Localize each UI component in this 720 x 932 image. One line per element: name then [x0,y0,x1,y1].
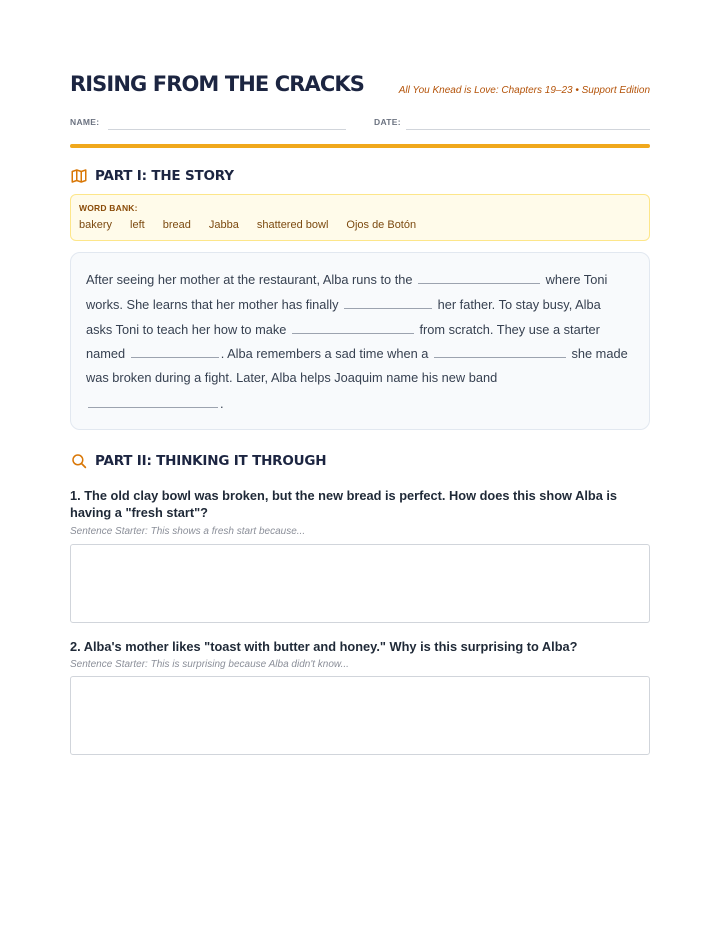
word-bank-item: bread [162,219,191,231]
header-divider [70,144,650,148]
answer-box-1[interactable] [70,544,650,623]
word-bank-label: WORD BANK: [79,203,138,213]
story-line [86,271,607,287]
story-text: asks Toni to teach her how to make [86,321,290,337]
story-text: After seeing her mother at the restaurant, Alba runs to the [86,272,417,287]
page-title: RISING FROM THE CRACKS [70,72,365,96]
story-line [86,321,600,337]
story-text: she made [567,346,628,362]
search-icon [70,452,88,470]
story-text: her father. To stay busy, Alba [434,296,601,312]
story-text: from scratch. They use a starter [415,321,600,337]
map-icon [70,167,88,185]
word-bank [70,194,650,241]
word-bank-words [79,219,434,231]
question-1-starter: Sentence Starter: This shows a fresh start because... [70,526,306,537]
story-line [86,395,224,411]
part1-heading [70,166,650,188]
name-label: NAME: [70,117,100,127]
fill-in-blank[interactable] [88,395,218,408]
story-passage [70,252,650,430]
fill-in-blank[interactable] [344,296,432,309]
story-text: was broken during a fight. Later, Alba helps Joaquim name his new band [86,370,498,386]
date-field[interactable] [406,129,650,130]
answer-box-2[interactable] [70,676,650,755]
story-text: where Toni [542,272,608,287]
story-line [86,345,628,361]
part2-title: PART II: THINKING IT THROUGH [95,453,327,469]
word-bank-item: left [130,219,145,231]
word-bank-item: Ojos de Botón [346,219,417,231]
part1-title: PART I: THE STORY [95,168,234,184]
question-2-starter: Sentence Starter: This is surprising because Alba didn't know... [70,659,349,670]
page-subtitle: All You Knead is Love: Chapters 19–23 • Support Edition [398,85,650,96]
word-bank-item: Jabba [208,219,239,231]
fill-in-blank[interactable] [292,321,414,334]
story-text: works. She learns that her mother has finally [86,296,343,312]
part2-heading [70,451,650,473]
word-bank-item: shattered bowl [256,219,329,231]
story-text: named [86,346,129,362]
word-bank-item: bakery [79,219,113,231]
question-2: 2. Alba's mother likes "toast with butter and honey." Why is this surprising to Alba? [70,639,578,654]
story-line [86,370,497,385]
fill-in-blank[interactable] [418,271,540,284]
story-text: . [220,396,224,411]
name-date-fields [70,113,650,133]
question-1: 1. The old clay bowl was broken, but the new bread is perfect. How does this show Alba is having a "fresh start"? [70,488,618,520]
date-label: DATE: [374,117,401,127]
name-field[interactable] [108,129,346,130]
fill-in-blank[interactable] [434,345,566,358]
story-text: . Alba remembers a sad time when a [220,346,432,362]
story-line [86,296,601,312]
fill-in-blank[interactable] [131,345,219,358]
header [70,70,650,100]
